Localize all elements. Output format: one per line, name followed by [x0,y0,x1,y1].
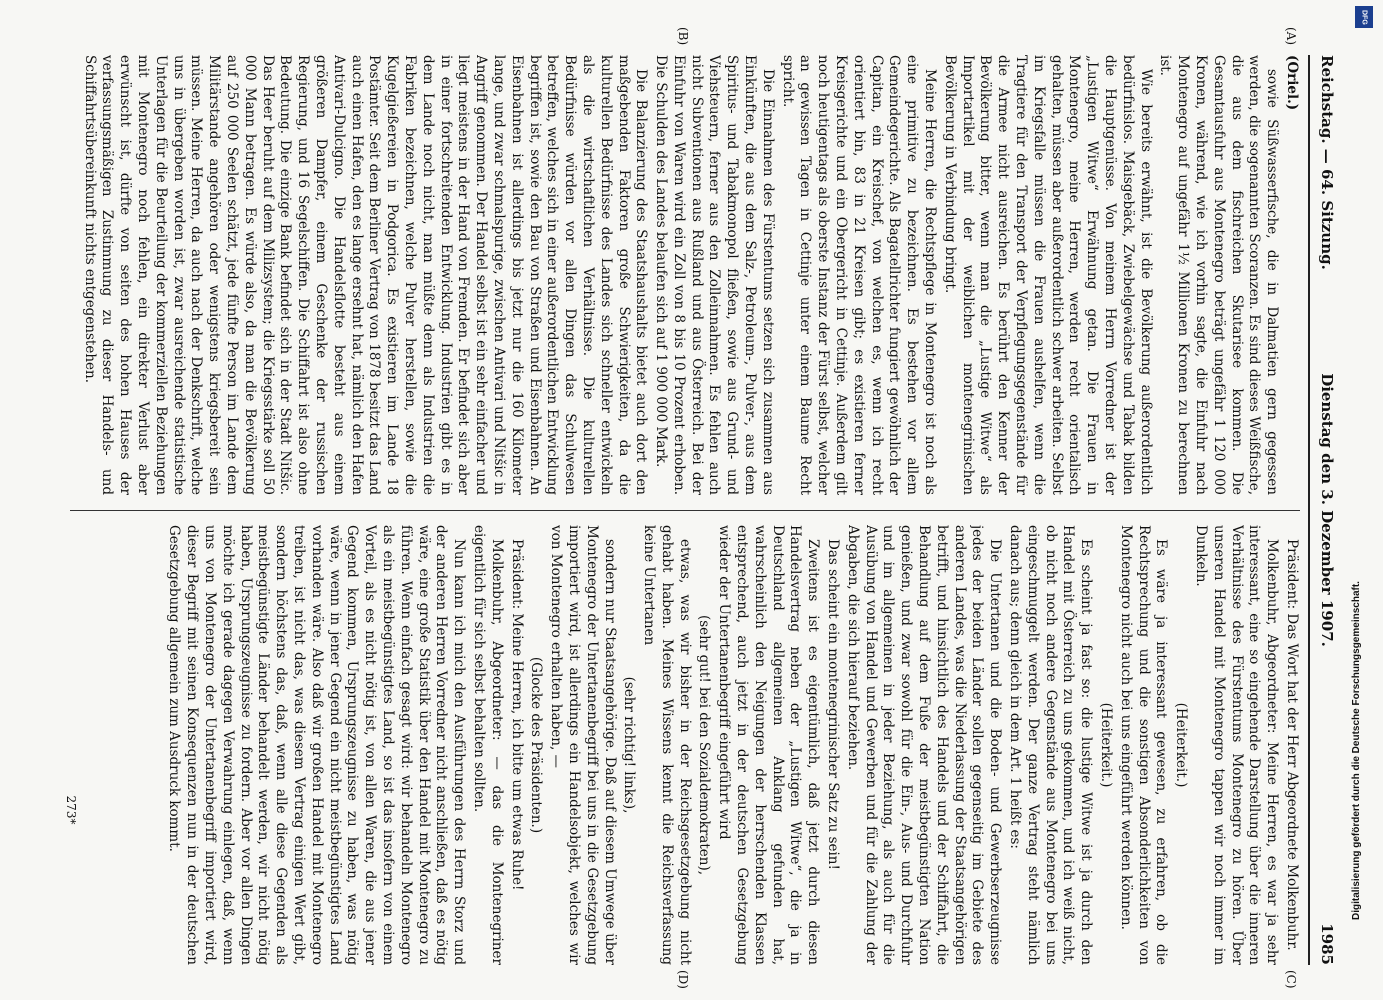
left-column [60,55,1300,495]
margin-marker-a: (A) [1284,27,1298,46]
paragraph: Es wäre ja interessant gewesen, zu erfahren, ob die Rechtsprechung und die sonstigen Absonderlichkeiten von Montenegro nicht auch bei uns eingeführt werden können. [1117,525,1170,965]
quoted-article: Die Untertanen und die Boden- und Gewerbserzeugnisse jedes der beiden Länder sollen gegenseitig im Gebiete des anderen Landes, was die Niederlassung der Staatsangehörigen betrifft, und hinsichtlich des Handels und der Schiffahrt, die Behandlung auf dem Fuße der meistbegünstigten Nation genießen, und zwar sowohl für die Ein-, Aus- und Durchfuhr und im allgemeinen in jeder Beziehung, als auch für die Ausübung von Handel und Gewerben und für die Zahlung der Abgaben, die sich hierauf beziehen. [844,525,1004,965]
paragraph: Zweitens ist es eigentümlich, daß jetzt durch diesen Handelsvertrag neben der „Lustigen Witwe“, die ja in Deutschland allgemeinen Anklang gefunden hat, wahrscheinlich den Neigungen der herrschenden Klassen entsprechend, auch jetzt in der deutschen Gesetzgebung wieder der Untertanenbegriff eingeführt wird [716,525,822,965]
paragraph: sondern nur Staatsangehörige. Daß auf diesem Umwege über Montenegro der Untertanenbegriff bei uns in die Gesetzgebung importiert wird, ist allerdings ein Handelsobjekt, welches wir von Montenegro erhalten haben, — [548,525,618,965]
paragraph: Präsident: Das Wort hat der Herr Abgeordnete Molkenbuhr. [1284,539,1300,951]
paragraph: sowie Süßwasserfische, die in Dalmatien gern gegessen werden, die sogenannten Scoranzen. Es sind dieses Weißfische, die aus dem fischreichen Skutarisee kommen. Die Gesamtausfuhr aus Montenegro beträgt ungefähr 1 120 000 Kronen, während, wie ich vorhin sagte, die Einfuhr nach Montenegro auf ungefähr 1½ Millionen Kronen zu berechnen ist. [1157,55,1281,495]
interjection: (sehr gut! bei den Sozialdemokraten), [696,614,713,876]
paragraph: Wie bereits erwähnt, ist die Bevölkerung außerordentlich bedürfnislos. Maisgebäck, Zwiebelgewächse und Tabak bilden die Hauptgenüsse. Von meinem Herrn Vorredner ist der „Lustigen Witwe“ Erwähnung getan. Die Frauen in Montenegro, meine Herren, werden recht orientalisch gehalten, müssen aber außerordentlich schwer arbeiten. Selbst im Kriegsfalle müssen die Frauen aushelfen, wenn die Tragtiere für den Transport der Verpflegungsgegenstände für die Armee nicht ausreichen. Es berührt den Kenner der Bevölkerung bitter, wenn man die „Lustige Witwe“ als Importartikel mit der weiblichen montenegrinischen Bevölkerung in Verbindung bringt. [941,55,1154,495]
interjection: (Glocke des Präsidenten.) [528,656,545,834]
paragraph: Das scheint ein montenegrinischer Satz zu sein! [825,539,842,870]
margin-marker-b: (B) [676,27,690,46]
interjection: (sehr richtig! links), [621,676,638,814]
paragraph: etwas, was wir bisher in der Reichsgesetzgebung nicht gehabt haben. Meines Wissens kennt die Reichsverfassung keine Untertanen [641,525,693,965]
paragraph: Molkenbuhr, Abgeordneter: — das die Montenegriner eigentlich für sich selbst behalten sollten. [470,525,505,965]
interjection: (Heiterkeit.) [1173,702,1190,788]
top-note: (Oriel.) [1284,55,1300,111]
digitization-credit: Digitalisierung gefördert durch die Deutsche Forschungsgemeinschaft. [1351,581,1362,920]
margin-marker-c: (C) [1284,970,1298,989]
dfg-logo: DFG [1355,6,1373,28]
paragraph: Die Einnahmen des Fürstentums setzen sich zusammen aus Einkünften, die aus dem Salz-, Petroleum-, Pulver-, aus dem Spiritus- und Tabakmonopol fließen, sowie aus Grund- und Viehsteuern, ferner aus den Zolleinnahmen. Es fehlen auch nicht Subventionen aus Rußland und aus Österreich. Bei der Einfuhr von Waren wird ein Zoll von 8 bis 10 Prozent erhoben. Die Schulden des Landes belaufen sich auf 1 900 000 Mark. [653,55,776,495]
paragraph: Präsident: Meine Herren, ich bitte um etwas Ruhe! [508,539,525,891]
page-footer [64,55,78,965]
header-left: Reichstag. — 64. Sitzung. [1318,55,1336,270]
page-header [1308,55,1340,965]
margin-marker-d: (D) [676,970,690,989]
digitization-sidebar [1345,0,1383,1000]
interjection: (Heiterkeit.) [1098,702,1115,788]
paragraph: Molkenbuhr, Abgeordneter: Meine Herren, es war ja sehr interessant, eine so eingehende Darstellung über die inneren Verhältnisse des Fürstentums Montenegro zu hören. Über unseren Handel mit Montenegro tappen wir noch immer im Dunkeln. [1193,525,1281,965]
right-column [60,525,1300,965]
page-mark: 273* [64,795,78,825]
paragraph: Die Balanzierung des Staatshaushalts bietet auch dort den maßgebenden Faktoren große Schwierigkeiten, da die kulturellen Bedürfnisse des Landes sich schneller entwickeln als die wirtschaftlichen Verhältnisse. Die kulturellen Bedürfnisse würden vor allen Dingen das Schulwesen betreffen, welches sich in einer außerordentlichen Entwicklung begriffen ist, sowie den Bau von Straßen und Eisenbahnen. An Eisenbahnen ist allerdings bis jetzt nur die 160 Kilometer lange, und zwar schmalspurige, zwischen Antivari und Nitšic in Angriff genommen. Der Handel selbst ist ein sehr einfacher und liegt meistens in der Hand von Fremden. Er befindet sich aber in einer fortschreitenden Entwicklung. Industrien gibt es in dem Lande noch nicht, man müßte denn als Industrien die Fabriken bezeichnen, welche Pulver herstellen, sowie die Kugelgießereien in Podgorica. Es existieren im Lande 18 Postämter. Seit dem Berliner Vertrag von 1878 besitzt das Land auch einen Hafen, den es lange ersehnt hat, nämlich den Hafen Antivari-Dulcigno. Die Handelsflotte besteht aus einem größeren Dampfer, einem Geschenke der russischen Regierung, und 16 Segelschiffen. Die Schiffahrt ist also ohne Bedeutung. Die einzige Bank befindet sich in der Stadt Nitšic. Das Heer beruht auf dem Milizsystem; die Kriegsstärke soll 50 000 Mann betragen. Es würde also, da man die Bevölkerung auf 250 000 Seelen schätzt, jede fünfte Person im Lande dem Militärstande angehören oder wenigstens kriegsbereit sein müssen. Meine Herren, da auch nach der Denkschrift, welche uns in übergeben worden ist, zwar ausreichende statistische Unterlagen für die Beurteilung der kommerziellen Beziehungen mit Montenegro noch fehlen, ein direkter Verlust aber erwünscht ist, dürfte von seiten des hohen Hauses der verfassungsmäßigen Zustimmung zu dieser Handels- und Schiffahrtsübereinkunft nichts entgegenstehen. [81,55,650,495]
paragraph: Meine Herren, die Rechtspflege in Montenegro ist noch als eine primitive zu bezeichnen. Es bestehen vor allem Gemeindegerichte. Als Bagatellrichter fungiert gewöhnlich der Capitan, ein Kreischef, von welchen es, wenn ich recht orientiert bin, 83 in 21 Kreisen gibt; es existieren ferner Kreisgerichte und ein Obergericht in Cettinje. Außerdem gilt noch heutigentags als oberste Instanz der Fürst selbst, welcher an gewissen Tagen in Cettinje unter einem Baume Recht spricht. [779,55,939,495]
header-center: Dienstag den 3. Dezember 1907. [1318,373,1336,647]
paragraph: Es scheint ja fast so: die lustige Witwe ist ja durch den Handel mit Österreich zu uns gekommen, und ich weiß nicht, ob nicht noch andere Gegenstände aus Montenegro bei uns eingeschmuggelt werden. Der ganze Vertrag steht nämlich danach aus; denn gleich in dem Art. 1 heißt es: [1007,525,1095,965]
page-number: 1985 [1318,923,1336,965]
rotated-page [50,27,1340,989]
column-divider [70,510,1300,511]
paragraph: Nun kann ich mich den Ausführungen des Herrn Storz und der anderen Herren Vorredner nicht anschließen, daß es nötig wäre, eine große Statistik über den Handel mit Montenegro zu führen. Wenn einfach gesagt wird: wir behandeln Montenegro als ein meistbegünstigtes Land, so ist das insofern von einem Vorteil, als es nicht nötig ist, von allen Waren, die aus jener Gegend kommen, Ursprungszeugnisse zu haben, was nötig wäre, wenn in jener Gegend ein nicht meistbegünstigtes Land vorhanden wäre. Also daß wir großen Handel mit Montenegro treiben, ist nicht das, was diesem Vertrag einigen Wert gibt, sondern höchstens das, daß, wenn alle diese Gegenden als meistbegünstigte Länder behandelt werden, wir nicht nötig haben, Ursprungszeugnisse zu fordern. Aber vor allen Dingen möchte ich gerade dagegen Verwahrung einlegen, daß, wenn uns von Montenegro der Untertanenbegriff importiert wird, dieser Begriff mit seinen Konsequenzen nun in der deutschen Gesetzgebung allgemein zum Ausdruck kommt. [166,525,468,965]
